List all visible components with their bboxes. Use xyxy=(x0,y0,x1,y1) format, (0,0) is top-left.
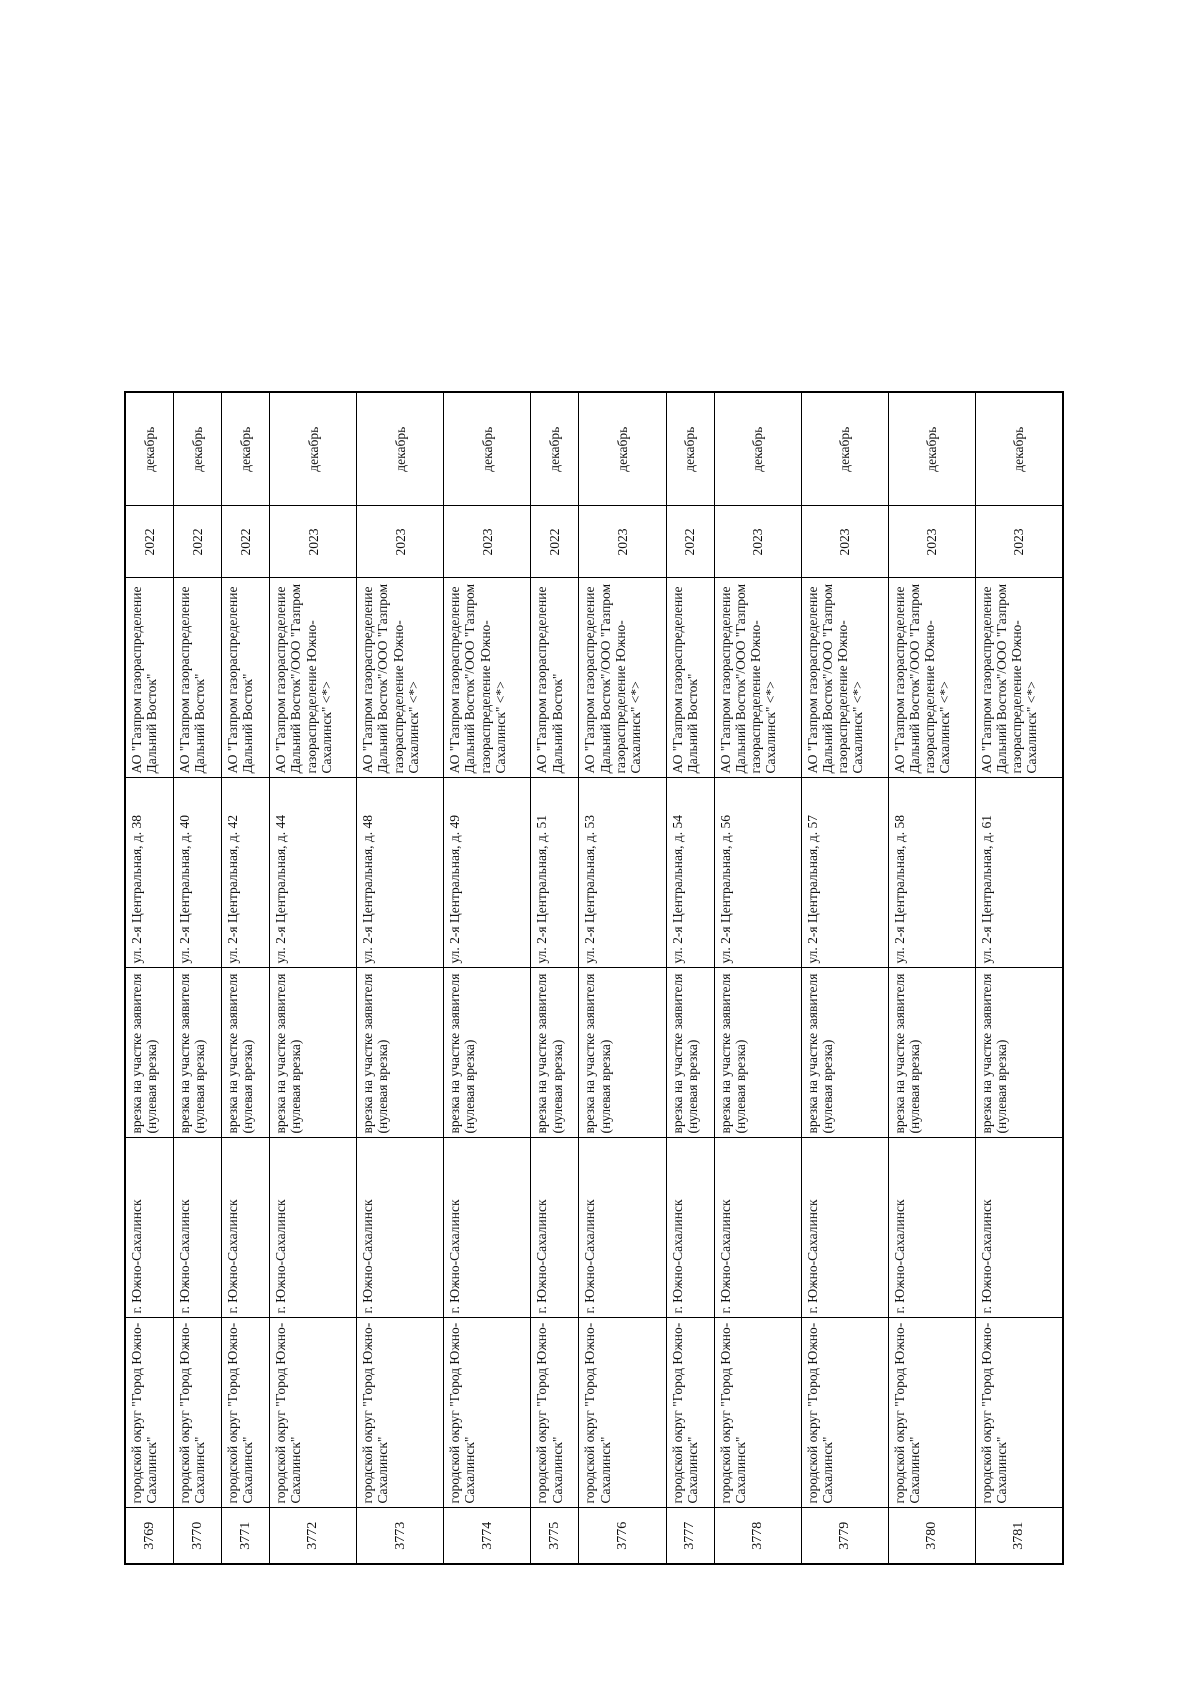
row-number-cell: 3777 xyxy=(666,1508,714,1564)
month-cell: декабрь xyxy=(579,392,666,506)
city-cell: г. Южно-Сахалинск xyxy=(222,1138,270,1318)
table-row xyxy=(125,392,174,1564)
address-cell: ул. 2-я Центральная, д. 48 xyxy=(357,778,444,968)
row-number-cell: 3773 xyxy=(357,1508,444,1564)
year-cell: 2023 xyxy=(975,506,1063,578)
connection-type-cell: врезка на участке заявителя (нулевая врезка) xyxy=(666,968,714,1138)
table-row xyxy=(357,392,444,1564)
district-cell: городской округ "Город Южно-Сахалинск" xyxy=(270,1318,357,1508)
city-cell: г. Южно-Сахалинск xyxy=(579,1138,666,1318)
district-cell: городской округ "Город Южно-Сахалинск" xyxy=(579,1318,666,1508)
city-cell: г. Южно-Сахалинск xyxy=(714,1138,801,1318)
year-cell: 2023 xyxy=(888,506,975,578)
district-cell: городской округ "Город Южно-Сахалинск" xyxy=(222,1318,270,1508)
connection-type-cell: врезка на участке заявителя (нулевая врезка) xyxy=(714,968,801,1138)
district-cell: городской округ "Город Южно-Сахалинск" xyxy=(888,1318,975,1508)
connection-type-cell: врезка на участке заявителя (нулевая врезка) xyxy=(444,968,531,1138)
table-row xyxy=(666,392,714,1564)
organization-cell: АО "Газпром газораспределение Дальний Восток"/ООО "Газпром газораспределение Южно-Сахалинск" <*> xyxy=(975,578,1063,778)
year-cell: 2022 xyxy=(125,506,174,578)
address-cell: ул. 2-я Центральная, д. 54 xyxy=(666,778,714,968)
address-cell: ул. 2-я Центральная, д. 56 xyxy=(714,778,801,968)
organization-cell: АО "Газпром газораспределение Дальний Восток" xyxy=(531,578,579,778)
organization-cell: АО "Газпром газораспределение Дальний Восток" xyxy=(666,578,714,778)
row-number-cell: 3770 xyxy=(174,1508,222,1564)
month-cell: декабрь xyxy=(975,392,1063,506)
row-number-cell: 3779 xyxy=(801,1508,888,1564)
year-cell: 2022 xyxy=(174,506,222,578)
month-cell: декабрь xyxy=(174,392,222,506)
address-cell: ул. 2-я Центральная, д. 61 xyxy=(975,778,1063,968)
row-number-cell: 3771 xyxy=(222,1508,270,1564)
month-cell: декабрь xyxy=(531,392,579,506)
month-cell: декабрь xyxy=(714,392,801,506)
district-cell: городской округ "Город Южно-Сахалинск" xyxy=(801,1318,888,1508)
year-cell: 2022 xyxy=(666,506,714,578)
month-cell: декабрь xyxy=(444,392,531,506)
city-cell: г. Южно-Сахалинск xyxy=(975,1138,1063,1318)
address-cell: ул. 2-я Центральная, д. 44 xyxy=(270,778,357,968)
organization-cell: АО "Газпром газораспределение Дальний Восток" xyxy=(174,578,222,778)
address-cell: ул. 2-я Центральная, д. 42 xyxy=(222,778,270,968)
district-cell: городской округ "Город Южно-Сахалинск" xyxy=(444,1318,531,1508)
table-row xyxy=(579,392,666,1564)
row-number-cell: 3775 xyxy=(531,1508,579,1564)
district-cell: городской округ "Город Южно-Сахалинск" xyxy=(174,1318,222,1508)
connection-type-cell: врезка на участке заявителя (нулевая врезка) xyxy=(270,968,357,1138)
connection-type-cell: врезка на участке заявителя (нулевая врезка) xyxy=(222,968,270,1138)
organization-cell: АО "Газпром газораспределение Дальний Восток"/ООО "Газпром газораспределение Южно-Сахалинск" <*> xyxy=(270,578,357,778)
organization-cell: АО "Газпром газораспределение Дальний Восток" xyxy=(125,578,174,778)
address-cell: ул. 2-я Центральная, д. 40 xyxy=(174,778,222,968)
address-cell: ул. 2-я Центральная, д. 49 xyxy=(444,778,531,968)
year-cell: 2023 xyxy=(579,506,666,578)
district-cell: городской округ "Город Южно-Сахалинск" xyxy=(125,1318,174,1508)
month-cell: декабрь xyxy=(888,392,975,506)
district-cell: городской округ "Город Южно-Сахалинск" xyxy=(357,1318,444,1508)
table-row xyxy=(888,392,975,1564)
table-row xyxy=(444,392,531,1564)
month-cell: декабрь xyxy=(270,392,357,506)
year-cell: 2023 xyxy=(714,506,801,578)
connection-type-cell: врезка на участке заявителя (нулевая врезка) xyxy=(975,968,1063,1138)
district-cell: городской округ "Город Южно-Сахалинск" xyxy=(714,1318,801,1508)
organization-cell: АО "Газпром газораспределение Дальний Восток"/ООО "Газпром газораспределение Южно-Сахалинск" <*> xyxy=(801,578,888,778)
district-cell: городской округ "Город Южно-Сахалинск" xyxy=(666,1318,714,1508)
address-cell: ул. 2-я Центральная, д. 58 xyxy=(888,778,975,968)
table-row xyxy=(531,392,579,1564)
table-row xyxy=(174,392,222,1564)
row-number-cell: 3772 xyxy=(270,1508,357,1564)
year-cell: 2023 xyxy=(801,506,888,578)
city-cell: г. Южно-Сахалинск xyxy=(125,1138,174,1318)
year-cell: 2022 xyxy=(222,506,270,578)
connection-type-cell: врезка на участке заявителя (нулевая врезка) xyxy=(579,968,666,1138)
year-cell: 2023 xyxy=(444,506,531,578)
table-row xyxy=(975,392,1063,1564)
connection-type-cell: врезка на участке заявителя (нулевая врезка) xyxy=(125,968,174,1138)
organization-cell: АО "Газпром газораспределение Дальний Восток"/ООО "Газпром газораспределение Южно-Сахалинск" <*> xyxy=(579,578,666,778)
row-number-cell: 3774 xyxy=(444,1508,531,1564)
connection-type-cell: врезка на участке заявителя (нулевая врезка) xyxy=(531,968,579,1138)
address-cell: ул. 2-я Центральная, д. 51 xyxy=(531,778,579,968)
district-cell: городской округ "Город Южно-Сахалинск" xyxy=(531,1318,579,1508)
organization-cell: АО "Газпром газораспределение Дальний Восток"/ООО "Газпром газораспределение Южно-Сахалинск" <*> xyxy=(357,578,444,778)
city-cell: г. Южно-Сахалинск xyxy=(174,1138,222,1318)
connection-type-cell: врезка на участке заявителя (нулевая врезка) xyxy=(174,968,222,1138)
row-number-cell: 3778 xyxy=(714,1508,801,1564)
month-cell: декабрь xyxy=(666,392,714,506)
year-cell: 2022 xyxy=(531,506,579,578)
organization-cell: АО "Газпром газораспределение Дальний Восток" xyxy=(222,578,270,778)
city-cell: г. Южно-Сахалинск xyxy=(270,1138,357,1318)
row-number-cell: 3776 xyxy=(579,1508,666,1564)
organization-cell: АО "Газпром газораспределение Дальний Восток"/ООО "Газпром газораспределение Южно-Сахалинск" <*> xyxy=(888,578,975,778)
row-number-cell: 3769 xyxy=(125,1508,174,1564)
address-cell: ул. 2-я Центральная, д. 57 xyxy=(801,778,888,968)
table-body xyxy=(125,392,1063,1564)
rotated-table-wrapper xyxy=(124,393,1064,1565)
month-cell: декабрь xyxy=(801,392,888,506)
connection-type-cell: врезка на участке заявителя (нулевая врезка) xyxy=(801,968,888,1138)
table-row xyxy=(714,392,801,1564)
table-row xyxy=(222,392,270,1564)
city-cell: г. Южно-Сахалинск xyxy=(531,1138,579,1318)
organization-cell: АО "Газпром газораспределение Дальний Восток"/ООО "Газпром газораспределение Южно-Сахалинск" <*> xyxy=(714,578,801,778)
month-cell: декабрь xyxy=(222,392,270,506)
table-row xyxy=(270,392,357,1564)
year-cell: 2023 xyxy=(357,506,444,578)
year-cell: 2023 xyxy=(270,506,357,578)
city-cell: г. Южно-Сахалинск xyxy=(801,1138,888,1318)
gasification-schedule-table xyxy=(124,391,1064,1565)
table-row xyxy=(801,392,888,1564)
address-cell: ул. 2-я Центральная, д. 53 xyxy=(579,778,666,968)
organization-cell: АО "Газпром газораспределение Дальний Восток"/ООО "Газпром газораспределение Южно-Сахалинск" <*> xyxy=(444,578,531,778)
month-cell: декабрь xyxy=(125,392,174,506)
connection-type-cell: врезка на участке заявителя (нулевая врезка) xyxy=(888,968,975,1138)
address-cell: ул. 2-я Центральная, д. 38 xyxy=(125,778,174,968)
district-cell: городской округ "Город Южно-Сахалинск" xyxy=(975,1318,1063,1508)
connection-type-cell: врезка на участке заявителя (нулевая врезка) xyxy=(357,968,444,1138)
city-cell: г. Южно-Сахалинск xyxy=(888,1138,975,1318)
row-number-cell: 3780 xyxy=(888,1508,975,1564)
city-cell: г. Южно-Сахалинск xyxy=(444,1138,531,1318)
month-cell: декабрь xyxy=(357,392,444,506)
city-cell: г. Южно-Сахалинск xyxy=(357,1138,444,1318)
city-cell: г. Южно-Сахалинск xyxy=(666,1138,714,1318)
row-number-cell: 3781 xyxy=(975,1508,1063,1564)
